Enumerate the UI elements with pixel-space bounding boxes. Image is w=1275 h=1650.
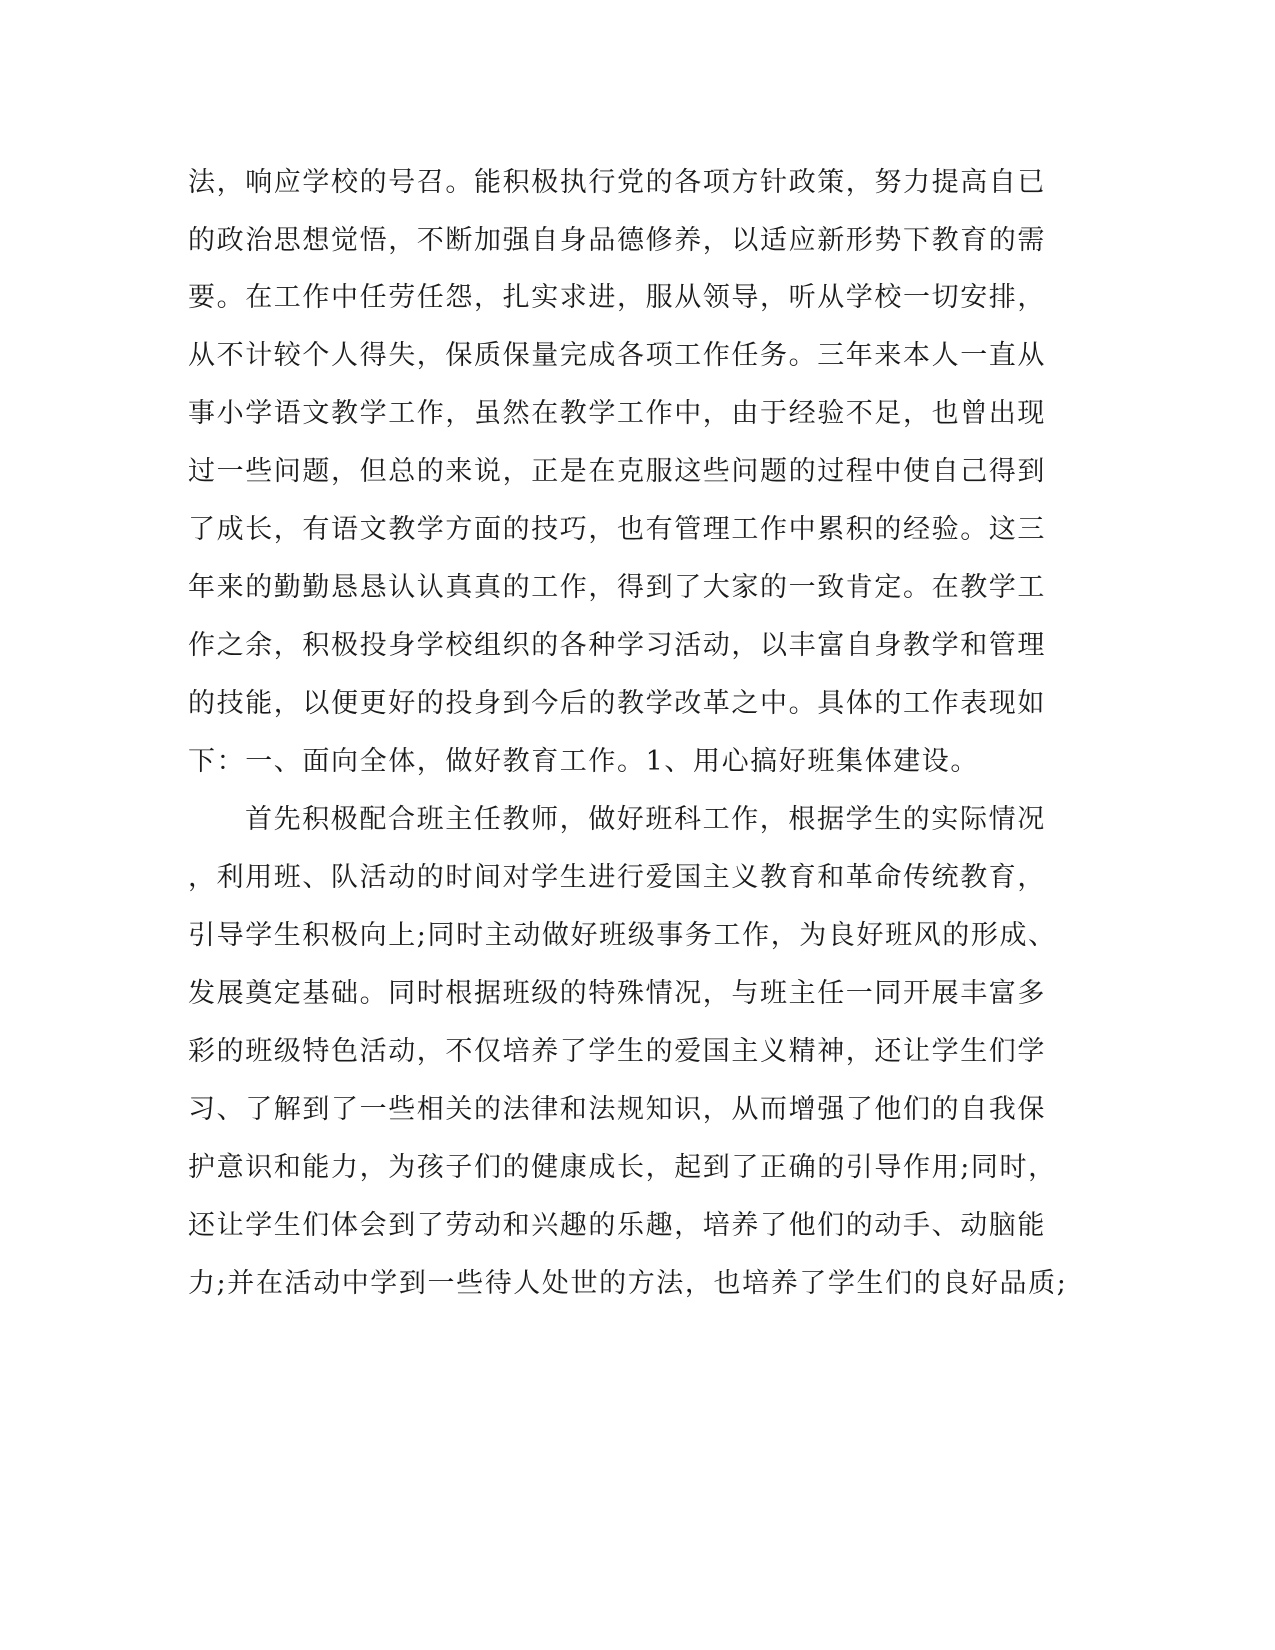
text-line: 事小学语文教学工作，虽然在教学工作中，由于经验不足，也曾出现 [188, 398, 1046, 429]
text-line: 力;并在活动中学到一些待人处世的方法，也培养了学生们的良好品质; [188, 1268, 1068, 1299]
text-line: 首先积极配合班主任教师，做好班科工作，根据学生的实际情况 [245, 804, 1046, 835]
text-line: 还让学生们体会到了劳动和兴趣的乐趣，培养了他们的动手、动脑能 [188, 1210, 1046, 1241]
text-line: 发展奠定基础。同时根据班级的特殊情况，与班主任一同开展丰富多 [188, 978, 1046, 1009]
text-line: 护意识和能力，为孩子们的健康成长，起到了正确的引导作用;同时， [188, 1152, 1057, 1183]
text-line: 过一些问题，但总的来说，正是在克服这些问题的过程中使自己得到 [188, 456, 1046, 487]
text-line: 要。在工作中任劳任怨，扎实求进，服从领导，听从学校一切安排， [188, 282, 1046, 313]
text-line: 年来的勤勤恳恳认认真真的工作，得到了大家的一致肯定。在教学工 [188, 572, 1046, 603]
text-line: ，利用班、队活动的时间对学生进行爱国主义教育和革命传统教育， [188, 862, 1046, 893]
text-line: 了成长，有语文教学方面的技巧，也有管理工作中累积的经验。这三 [188, 514, 1046, 545]
text-line: 从不计较个人得失，保质保量完成各项工作任务。三年来本人一直从 [188, 340, 1046, 371]
text-line: 法，响应学校的号召。能积极执行党的各项方针政策，努力提高自已 [188, 167, 1046, 198]
text-line: 彩的班级特色活动，不仅培养了学生的爱国主义精神，还让学生们学 [188, 1036, 1046, 1067]
text-line: 的政治思想觉悟，不断加强自身品德修养，以适应新形势下教育的需 [188, 225, 1046, 256]
text-line: 下：一、面向全体，做好教育工作。1、用心搞好班集体建设。 [188, 746, 979, 777]
text-line: 引导学生积极向上;同时主动做好班级事务工作，为良好班风的形成、 [188, 920, 1057, 951]
text-line: 习、了解到了一些相关的法律和法规知识，从而增强了他们的自我保 [188, 1094, 1046, 1125]
text-line: 的技能，以便更好的投身到今后的教学改革之中。具体的工作表现如 [188, 688, 1046, 719]
text-line: 作之余，积极投身学校组织的各种学习活动，以丰富自身教学和管理 [188, 630, 1046, 661]
